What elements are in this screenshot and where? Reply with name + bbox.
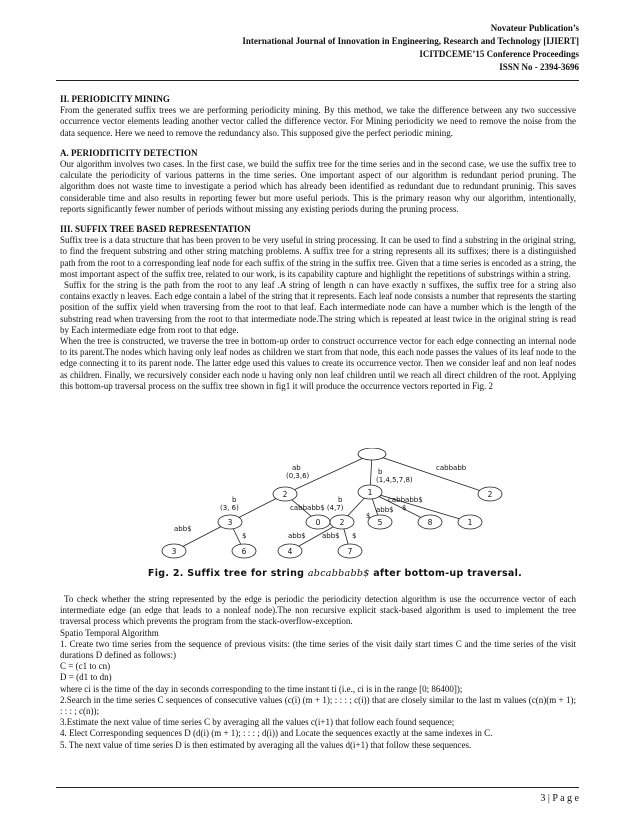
footer-divider bbox=[56, 787, 579, 788]
section-heading-periodicity: II. PERIODICITY MINING bbox=[60, 94, 170, 104]
edge-label: abb$ bbox=[376, 506, 394, 514]
section-paragraph: Suffix tree is a data structure that has been proven to be very useful in string processing. It can be used to find a substring in the original string, to find the frequent substring and other string matching problems. A suffix tree for a string represents all its suffixes; there is a distinguished path from the root to a corresponding leaf node for each suffix of the string in the suffix tree. Given that a time series is encoded as a string, the most important aspect of the suffix tree, related to our work, is its capability capture and highlight the repetitions of substrings within a string. bbox=[60, 235, 576, 279]
section-paragraph: Our algorithm involves two cases. In the first case, we build the suffix tree for the time series and in the second case, we use the suffix tree to calculate the periodicity of various patterns in the time series. One important aspect of our algorithm is redundant period pruning. The algorithm does not waste time to investigate a period which has already been identified as redundant due to redundant pruninig. This saves considerable time and also results in reporting fewer but more useful periods. This is the primary reason why our algorithm, intentionally, reports significantly fewer number of periods without missing any existing periods during the pruning process. bbox=[60, 159, 576, 214]
tree-node: 6 bbox=[241, 547, 247, 556]
section-paragraph: From the generated suffix trees we are performing periodicity mining. By this method, we take the difference between any two successive occurrence vector elements leading another vector called the difference vector. For Mining periodicity we need to remove the noise from the data sequence. Here we need to remove the redundancy also. This supposed give the perfect periodic mining. bbox=[60, 105, 576, 138]
section-paragraph: When the tree is constructed, we traverse the tree in bottom-up order to construct occurrence vector for each edge connecting an internal node to its parent.The nodes which having only leaf nodes as children we start from that node, this each node passes the values of its leaf node to the edge connecting it to its parent node. The latter edge used this values to create its occurrence vector. Then we consider leaf and non leaf nodes as children. Finally, we recursively consider each node u having only non leaf children until we reach all direct children of the root. Applying this bottom-up traversal process on the suffix tree shown in fig1 it will produce the occurrence vectors reported in Fig. 2 bbox=[60, 336, 576, 391]
definition-d: D = (d1 to dn) bbox=[60, 672, 112, 683]
edge-label: cabbabb$ (4,7) bbox=[290, 504, 344, 512]
upper-text bbox=[60, 94, 576, 392]
caption-string: abcabbabb$ bbox=[307, 568, 370, 579]
edge-label: b bbox=[338, 496, 343, 504]
section-paragraph: Suffix for the string is the path from the root to any leaf .A string of length n can have exactly n suffixes, the suffix tree for a string also contains exactly n leaves. Each edge contain a label of the string that it represents. Each leaf node consists a number that represents the starting position of the suffix yield when traversing from the root to that leaf. Each intermediate node can have a number which is the length of the substring read when traversing from the root to that intermediate node.The string which is repeated at least twice in the original string is read by Each intermediate edge from root to that edge. bbox=[60, 280, 576, 335]
tree-node: 4 bbox=[287, 547, 293, 556]
definition-c: C = (c1 to cn) bbox=[60, 661, 111, 672]
section-heading-suffix-tree: III. SUFFIX TREE BASED REPRESENTATION bbox=[60, 224, 251, 235]
edge-label: $ bbox=[366, 512, 371, 520]
edge-label: (3, 6) bbox=[220, 504, 239, 512]
edge-label: abb$ bbox=[174, 525, 192, 533]
edge-label: $ bbox=[352, 532, 357, 540]
edge-label: abb$ bbox=[288, 532, 306, 540]
edge-label: (1,4,5,7,8) bbox=[376, 476, 413, 484]
edge-label: b bbox=[232, 496, 237, 504]
edge-label: (0,3,6) bbox=[286, 472, 310, 480]
edge-label: cabbabb bbox=[436, 464, 467, 472]
journal-header bbox=[242, 22, 579, 74]
tree-node: 7 bbox=[347, 547, 353, 556]
edge-label: b bbox=[378, 468, 383, 476]
algorithm-step: 1. Create two time series from the sequence of previous visits: (the time series of the visit daily start times C and the time series of the visit durations D defined as follows:) bbox=[60, 638, 576, 661]
lower-text bbox=[60, 594, 576, 751]
page-number: 3 | P a g e bbox=[540, 793, 579, 804]
algorithm-step: 2.Search in the time series C sequences of consecutive values (c(i) (m + 1); : : : ; c(i)) that are closely similar to the last m values (c(n)(m + 1); : : : ; c(n)); bbox=[60, 694, 576, 717]
algorithm-step: 5. The next value of time series D is then estimated by averaging all the values d(i+1) that follow these sequences. bbox=[60, 739, 472, 750]
conference-name: ICITDCEME’15 Conference Proceedings bbox=[419, 49, 579, 59]
tree-node: 2 bbox=[487, 490, 493, 499]
tree-node: 0 bbox=[315, 518, 321, 527]
algorithm-step: 4. Elect Corresponding sequences D (d(i) (m + 1); : : : ; d(i)) and Locate the sequences exactly at the same indexes in C. bbox=[60, 728, 493, 739]
tree-node: 8 bbox=[427, 518, 433, 527]
tree-node: 3 bbox=[227, 518, 233, 527]
caption-suffix: after bottom-up traversal. bbox=[373, 568, 523, 579]
section-paragraph: To check whether the string represented by the edge is periodic the periodicity detection algorithm is use the occurrence vector of each intermediate edge (an edge that leads to a nonleaf node).The non recursive explicit stack-based algorithm is used to implement the tree traversal process which prevents the program from the stack-overflow-exception. bbox=[60, 594, 576, 627]
algorithm-step: 3.Estimate the next value of time series C by averaging all the values c(i+1) that follow each found sequence; bbox=[60, 717, 455, 728]
algorithm-title: Spatio Temporal Algorithm bbox=[60, 627, 159, 638]
tree-node: 2 bbox=[282, 490, 288, 499]
edge-label: $ bbox=[402, 504, 407, 512]
tree-node: 5 bbox=[377, 518, 383, 527]
edge-label: abb$ bbox=[322, 532, 340, 540]
tree-node: 1 bbox=[367, 488, 373, 497]
edge-label: $ bbox=[242, 532, 247, 540]
issn: ISSN No - 2394-3696 bbox=[499, 62, 579, 72]
subsection-heading-detection: A. PERIODITICITY DETECTION bbox=[60, 147, 198, 158]
edge-label: ab bbox=[292, 464, 301, 472]
edge-label: cabbabb$ bbox=[388, 496, 423, 504]
header-divider bbox=[56, 80, 579, 81]
definition-ci: where ci is the time of the day in seconds corresponding to the time instant ti (i.e., ci is in the range [0; 86400]); bbox=[60, 683, 463, 694]
publisher-name: Novateur Publication’s bbox=[490, 23, 579, 33]
caption-prefix: Fig. 2. Suffix tree for string bbox=[147, 568, 305, 579]
tree-node: 2 bbox=[339, 518, 345, 527]
figure-caption bbox=[140, 568, 530, 579]
journal-title: International Journal of Innovation in Engineering, Research and Technology [IJIERT] bbox=[242, 36, 579, 46]
tree-node: 3 bbox=[171, 547, 177, 556]
tree-node: 1 bbox=[467, 518, 473, 527]
